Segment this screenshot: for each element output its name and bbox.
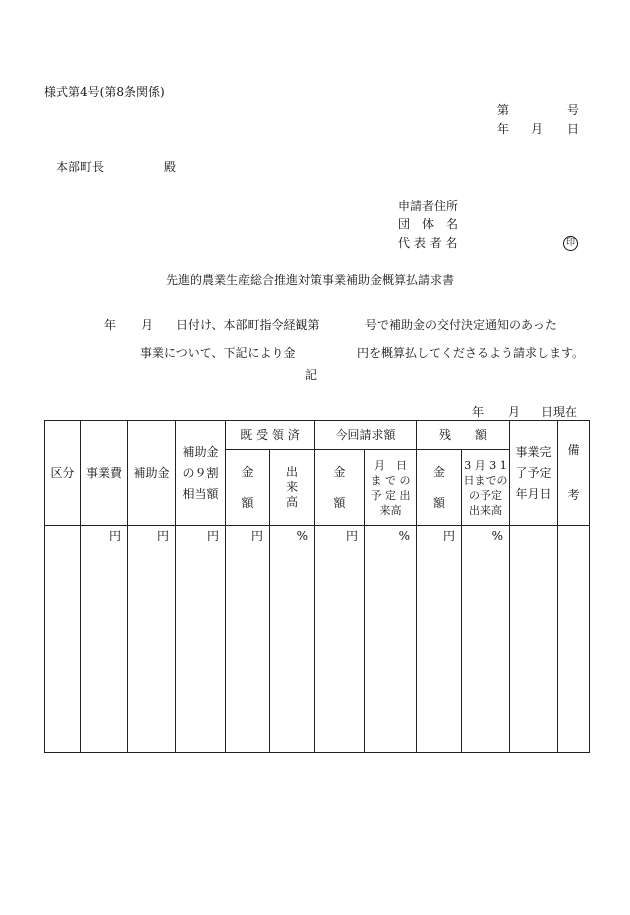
cell-konkai-dekidaka[interactable]: % <box>365 526 417 753</box>
group-kiju: 既 受 領 済 <box>226 421 315 450</box>
col-hojokin: 補助金 <box>128 421 176 526</box>
cell-biko[interactable] <box>558 526 590 753</box>
cell-kubun[interactable] <box>45 526 81 753</box>
col-jigyohi: 事業費 <box>81 421 128 526</box>
sub-konkai-dekidaka: 月 日 ま で の 予 定 出 来高 <box>365 450 417 526</box>
asof-year: 年 <box>472 405 485 419</box>
body-year: 年 <box>104 318 117 332</box>
seal-mark: 印 <box>563 236 578 251</box>
body-month: 月 <box>141 318 154 332</box>
body-line2: 事業について、下記により金 <box>140 346 296 360</box>
body-line1: 日付け、本部町指令経観第 <box>176 318 320 332</box>
cell-konkai-kingaku[interactable]: 円 <box>315 526 365 753</box>
applicant-org-label: 団 体 名 <box>398 217 459 231</box>
sub-konkai-kingaku: 金 額 <box>315 450 365 526</box>
cell-kanryo[interactable] <box>510 526 558 753</box>
applicant-address-label: 申請者住所 <box>398 199 459 213</box>
doc-number-suffix: 号 <box>567 103 580 117</box>
doc-number-prefix: 第 <box>497 103 510 117</box>
cell-kyuwari[interactable]: 円 <box>176 526 226 753</box>
date-day: 日 <box>567 122 580 136</box>
cell-zan-kingaku[interactable]: 円 <box>417 526 462 753</box>
cell-hojokin[interactable]: 円 <box>128 526 176 753</box>
group-zan: 残 額 <box>417 421 510 450</box>
sub-kiju-dekidaka: 出 来 高 <box>270 450 315 526</box>
date-year: 年 <box>497 122 510 136</box>
date-month: 月 <box>531 122 544 136</box>
cell-kiju-kingaku[interactable]: 円 <box>226 526 270 753</box>
request-table <box>44 420 590 753</box>
group-konkai: 今回請求額 <box>315 421 417 450</box>
table-row <box>45 526 590 753</box>
body-line1-end: 号で補助金の交付決定通知のあった <box>365 318 557 332</box>
document-title: 先進的農業生産総合推進対策事業補助金概算払請求書 <box>166 273 455 287</box>
sub-kiju-kingaku: 金 額 <box>226 450 270 526</box>
addressee-name: 本部町長 <box>56 160 105 174</box>
asof-day: 日現在 <box>541 405 578 419</box>
col-kyuwari: 補助金 の９割 相当額 <box>176 421 226 526</box>
sub-zan-kingaku: 金 額 <box>417 450 462 526</box>
body-line2-end: 円を概算払してくださるよう請求します。 <box>357 346 585 360</box>
form-number: 様式第4号(第8条関係) <box>44 85 165 99</box>
col-kubun: 区分 <box>45 421 81 526</box>
col-biko: 備 考 <box>558 421 590 526</box>
cell-jigyohi[interactable]: 円 <box>81 526 128 753</box>
asof-month: 月 <box>508 405 521 419</box>
cell-kiju-dekidaka[interactable]: % <box>270 526 315 753</box>
applicant-rep-label: 代 表 者 名 <box>398 236 458 250</box>
cell-zan-dekidaka[interactable]: % <box>462 526 510 753</box>
ki-heading: 記 <box>305 368 318 382</box>
col-kanryo: 事業完 了予定 年月日 <box>510 421 558 526</box>
addressee-honorific: 殿 <box>164 160 177 174</box>
sub-zan-dekidaka: 3 月 3 1 日までの の予定 出来高 <box>462 450 510 526</box>
